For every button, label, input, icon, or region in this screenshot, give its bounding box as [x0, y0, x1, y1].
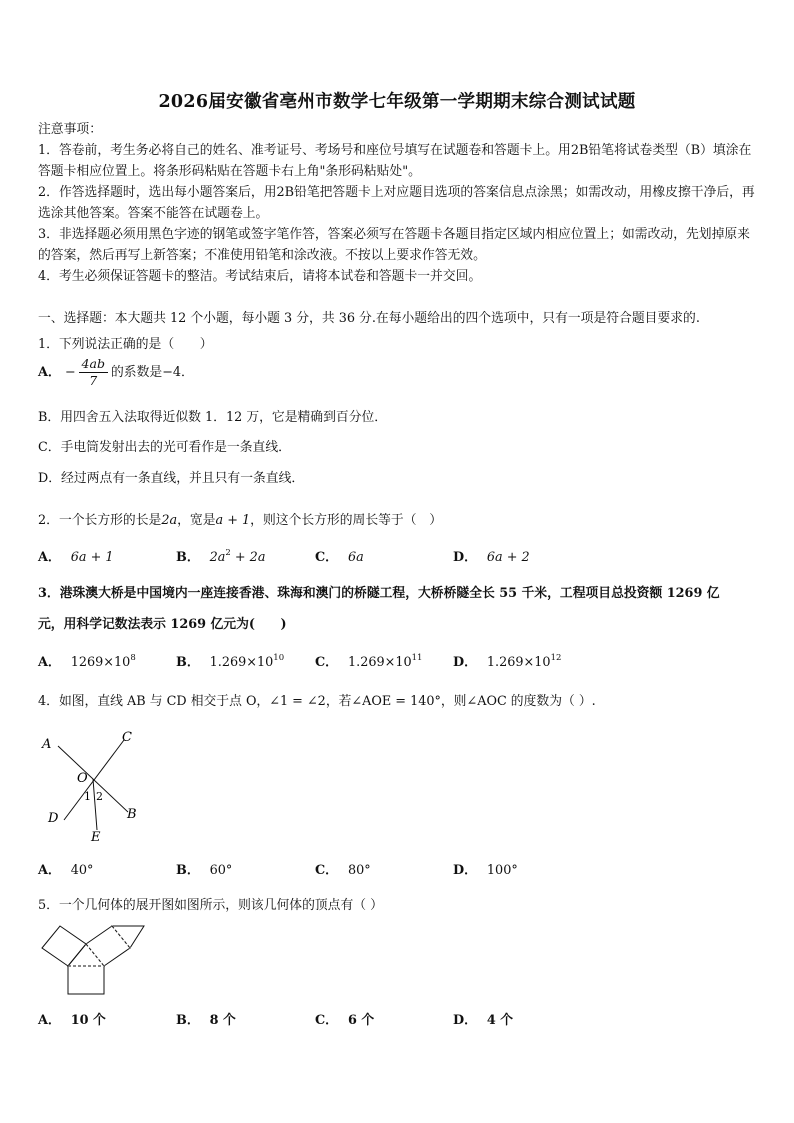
q5-option-b-value: 8 个 — [209, 1013, 236, 1028]
q4-option-c — [315, 859, 371, 878]
q4-option-a — [38, 859, 93, 878]
label-d: D — [48, 811, 59, 826]
q2-stem-mid: ，宽是 — [177, 513, 216, 528]
net-left-square — [42, 926, 86, 966]
q4-option-d-value: 100° — [486, 863, 518, 878]
q2-option-b-key: B． — [176, 550, 200, 565]
label-a: A — [42, 737, 52, 752]
q1-option-a-minus: − — [64, 365, 76, 380]
notice-item-2: 2．作答选择题时，选出每小题答案后，用2B铅笔把答题卡上对应题目选项的答案信息点涂黑；如需改动，用橡皮擦干净后，再选涂其他答案。答案不能答在试题卷上。 — [38, 185, 755, 221]
q5-stem: 5．一个几何体的展开图如图所示，则该几何体的顶点有（ ） — [38, 898, 383, 913]
label-b: B — [127, 807, 137, 822]
q3-option-c — [315, 651, 422, 670]
label-o: O — [77, 771, 88, 786]
q4-option-d — [453, 859, 518, 878]
q4-figure — [38, 726, 148, 846]
net-fold-mask — [112, 926, 130, 948]
q1-fraction-denominator: 7 — [89, 373, 98, 388]
q3-option-a-base: 1269×10 — [70, 655, 131, 670]
q5-option-d-key: D． — [453, 1013, 477, 1028]
q2-option-a-key: A． — [38, 550, 61, 565]
q2-stem-post: ，则这个长方形的周长等于（ ） — [250, 513, 443, 528]
notice-item-1: 1．答卷前，考生务必将自己的姓名、准考证号、考场号和座位号填写在试题卷和答题卡上。用2B铅笔将试卷类型（B）填涂在答题卡相应位置上。将条形码粘贴在答题卡右上角"条形码粘贴处"。 — [38, 143, 752, 179]
net-bottom-square — [68, 966, 104, 994]
notice-item-3: 3．非选择题必须用黑色字迹的钢笔或签字笔作答，答案必须写在答题卡各题目指定区域内相应位置上；如需改动，先划掉原来的答案，然后再写上新答案；不准使用铅笔和涂改液。不按以上要求作答无效。 — [38, 227, 750, 263]
q4-option-b-value: 60° — [209, 863, 233, 878]
q3-option-b-base: 1.269×10 — [209, 655, 274, 670]
label-e: E — [91, 830, 101, 845]
q4-option-c-value: 80° — [347, 863, 371, 878]
net-fold-mask — [86, 944, 104, 966]
q2-option-c-key: C． — [315, 550, 338, 565]
q3-option-d-base: 1.269×10 — [486, 655, 551, 670]
q3-option-b-key: B． — [176, 655, 200, 670]
q4-stem: 4．如图，直线 AB 与 CD 相交于点 O，∠1 = ∠2，若∠AOE = 140°，则∠AOC 的度数为（ ）. — [38, 694, 596, 709]
q4-option-c-key: C． — [315, 863, 338, 878]
q2-stem — [38, 509, 442, 528]
q3-option-c-exponent: 11 — [411, 653, 423, 663]
q2-option-d-key: D． — [453, 550, 477, 565]
notice-heading: 注意事项： — [38, 122, 102, 137]
q3-option-c-key: C． — [315, 655, 338, 670]
q5-option-c-key: C． — [315, 1013, 338, 1028]
line-cd — [64, 740, 124, 820]
q5-option-a — [38, 1009, 106, 1028]
q2-option-d — [453, 546, 530, 565]
label-c: C — [122, 730, 132, 745]
net-center-triangle — [68, 944, 104, 966]
q2-option-c — [315, 546, 364, 565]
q2-option-a — [38, 546, 114, 565]
q3-option-b-exponent: 10 — [273, 653, 285, 663]
q1-option-a-tail: 的系数是−4． — [110, 365, 194, 380]
q5-net-figure — [38, 922, 150, 998]
q2-option-c-value: 6a — [347, 550, 364, 565]
q3-option-d-key: D． — [453, 655, 477, 670]
q4-option-b-key: B． — [176, 863, 200, 878]
q4-option-d-key: D． — [453, 863, 477, 878]
q5-option-a-key: A． — [38, 1013, 61, 1028]
q2-option-b-base: 2a — [209, 550, 226, 565]
section-heading: 一、选择题：本大题共 12 个小题，每小题 3 分，共 36 分.在每小题给出的四个选项中，只有一项是符合题目要求的. — [38, 311, 700, 326]
ray-oe — [93, 779, 97, 830]
q1-option-c: C．手电筒发射出去的光可看作是一条直线． — [38, 440, 291, 455]
q1-stem: 1．下列说法正确的是（ ） — [38, 337, 213, 352]
q1-option-a — [38, 356, 194, 396]
label-angle-2: 2 — [96, 790, 103, 803]
q2-option-b — [176, 546, 265, 565]
q3-option-c-base: 1.269×10 — [347, 655, 412, 670]
q4-option-b — [176, 859, 232, 878]
q5-option-b — [176, 1009, 236, 1028]
q2-length: 2a — [161, 513, 178, 528]
q1-option-b: B．用四舍五入法取得近似数 1．12 万，它是精确到百分位． — [38, 410, 388, 425]
q2-width: a + 1 — [215, 513, 251, 528]
q5-option-d-value: 4 个 — [486, 1013, 514, 1028]
q4-option-a-key: A． — [38, 863, 61, 878]
q1-option-d: D．经过两点有一条直线，并且只有一条直线． — [38, 471, 305, 486]
net-right-square — [86, 926, 130, 966]
notice-item-4: 4．考生必须保证答题卡的整洁。考试结束后，请将本试卷和答题卡一并交回。 — [38, 269, 482, 284]
q3-stem-line1: 3．港珠澳大桥是中国境内一座连接香港、珠海和澳门的桥隧工程，大桥桥隧全长 55 千米，工程项目总投资额 1269 亿 — [38, 586, 720, 601]
q3-stem-line2: 元，用科学记数法表示 1269 亿元为( ) — [38, 617, 287, 632]
q2-option-b-tail: + 2a — [230, 550, 266, 565]
q5-option-c — [315, 1009, 374, 1028]
label-angle-1: 1 — [84, 790, 91, 803]
q2-stem-pre: 2．一个长方形的长是 — [38, 513, 162, 528]
q5-option-c-value: 6 个 — [347, 1013, 375, 1028]
q1-fraction — [79, 356, 108, 389]
q1-fraction-numerator: 4ab — [79, 356, 108, 373]
q3-option-a-exponent: 8 — [130, 653, 136, 663]
q5-option-b-key: B． — [176, 1013, 200, 1028]
q1-option-a-key: A． — [38, 365, 61, 380]
q3-option-a-key: A． — [38, 655, 61, 670]
q3-option-b — [176, 651, 284, 670]
q4-option-a-value: 40° — [70, 863, 94, 878]
q3-option-d-exponent: 12 — [550, 653, 562, 663]
q5-option-a-value: 10 个 — [70, 1013, 106, 1028]
q3-option-d — [453, 651, 561, 670]
q2-option-d-value: 6a + 2 — [486, 550, 530, 565]
q2-option-b-exponent: 2 — [225, 548, 231, 558]
page-title: 2026届安徽省亳州市数学七年级第一学期期末综合测试试题 — [158, 92, 636, 112]
q5-option-d — [453, 1009, 513, 1028]
q2-option-a-value: 6a + 1 — [70, 550, 114, 565]
q3-option-a — [38, 651, 136, 670]
